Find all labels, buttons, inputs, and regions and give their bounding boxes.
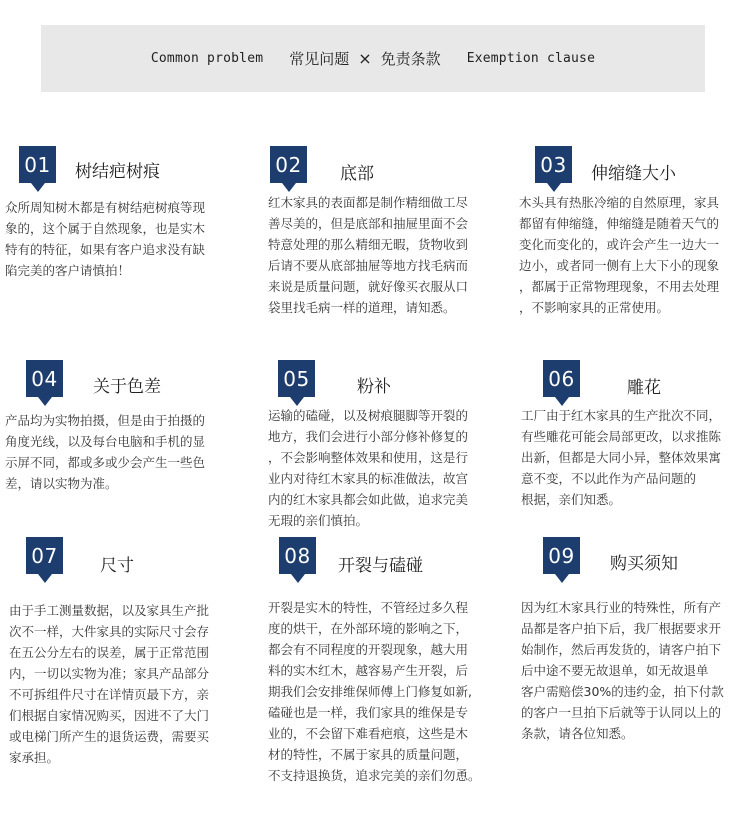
number-badge: 08 [279, 537, 316, 574]
desc-line: 来说是质量问题，就好像买衣服从口 [268, 279, 469, 294]
desc-line: 不支持退换货，追求完美的亲们勿恿。 [268, 768, 481, 783]
item-description [521, 405, 749, 510]
item-title: 关于色差 [93, 377, 161, 397]
number-badge: 09 [543, 537, 580, 574]
number-badge: 04 [26, 360, 63, 397]
desc-line: 料的实木红木，越容易产生开裂，后 [268, 663, 469, 678]
item-title: 伸缩缝大小 [591, 164, 676, 184]
number-badge: 05 [278, 360, 315, 397]
desc-line: 根据，亲们知悉。 [521, 492, 622, 507]
desc-line: 后中途不要无故退单，如无故退单 [521, 663, 709, 678]
desc-line: 产品均为实物拍摄，但是由于拍摄的 [5, 413, 206, 428]
item-description [268, 405, 508, 531]
desc-line: 特有的特征，如果有客户追求没有缺 [5, 242, 206, 257]
desc-line: 象的，这个属于自然现象，也是实木 [5, 221, 206, 236]
desc-line: 有些雕花可能会局部更改，以求推陈 [521, 429, 722, 444]
item-title: 开裂与磕碰 [338, 556, 423, 576]
item-title: 树结疤树痕 [75, 162, 160, 182]
desc-line: 众所周知树木都是有树结疤树痕等现 [5, 200, 206, 215]
item-title: 底部 [340, 164, 374, 184]
item-description [268, 192, 508, 318]
desc-line: 由于手工测量数据，以及家具生产批 [9, 603, 210, 618]
number-badge: 07 [26, 537, 63, 574]
number-badge: 06 [543, 360, 580, 397]
item-title: 雕花 [627, 378, 661, 398]
header-banner [41, 25, 705, 92]
item-description [268, 597, 510, 786]
desc-line: 袋里找毛病一样的道理，请知悉。 [268, 300, 456, 315]
desc-line: 磕碰也是一样，我们家具的维保是专 [268, 705, 469, 720]
item-description [521, 597, 749, 744]
banner-en-left: Common problem [150, 51, 264, 66]
desc-line: 差，请以实物为准。 [5, 476, 118, 491]
item-description [9, 600, 249, 768]
desc-line: ，都属于正常物理现象，不用去处理 [519, 279, 720, 294]
desc-line: 次不一样，大件家具的实际尺寸会存 [9, 624, 210, 639]
desc-line: 或电梯门所产生的退货运费，需要买 [9, 729, 210, 744]
desc-line: 内，一切以实物为准；家具产品部分 [9, 666, 210, 681]
desc-line: 善尽美的，但是底部和抽屉里面不会 [268, 216, 469, 231]
item-title: 粉补 [357, 377, 391, 397]
desc-line: 始制作，然后再发货的，请客户拍下 [521, 642, 722, 657]
desc-line: 业内对待红木家具的标准做法，故宫 [268, 471, 469, 486]
banner-en-right: Exemption clause [466, 51, 596, 66]
desc-line: 品都是客户拍下后，我厂根据要求开 [521, 621, 722, 636]
desc-line: 陷完美的客户请慎拍！ [5, 263, 131, 278]
number-badge: 01 [19, 146, 56, 183]
desc-line: 因为红木家具行业的特殊性，所有产 [521, 600, 722, 615]
desc-line: 木头具有热胀冷缩的自然原理，家具 [519, 195, 720, 210]
desc-line: 们根据自家情况购买，因进不了大门 [9, 708, 210, 723]
desc-line: 在五公分左右的误差，属于正常范围 [9, 645, 210, 660]
desc-line: ，不会影响整体效果和使用，这是行 [268, 450, 469, 465]
desc-line: 条款，请各位知悉。 [521, 726, 634, 741]
desc-line: 不可拆组件尺寸在详情页最下方，亲 [9, 687, 210, 702]
desc-line: 开裂是实木的特性，不管经过多久程 [268, 600, 469, 615]
desc-line: 客户需赔偿30%的违约金，拍下付款 [521, 684, 724, 699]
banner-cn-left: 常见问题 [289, 50, 350, 68]
item-title: 购买须知 [610, 554, 678, 574]
banner-separator: × [358, 49, 372, 68]
number-badge: 02 [270, 146, 307, 183]
desc-line: 工厂由于红木家具的生产批次不同， [521, 408, 722, 423]
desc-line: 角度光线，以及每台电脑和手机的显 [5, 434, 206, 449]
banner-cn-right: 免责条款 [380, 50, 441, 68]
item-description [519, 192, 749, 318]
desc-line: 都会有不同程度的开裂现象，越大用 [268, 642, 469, 657]
desc-line: 度的烘干，在外部环境的影响之下， [268, 621, 469, 636]
desc-line: 业的，不会留下难看疤痕，这些是木 [268, 726, 469, 741]
desc-line: 特意处理的那么精细无暇，货物收到 [268, 237, 469, 252]
desc-line: 家承担。 [9, 750, 60, 765]
desc-line: 的客户一旦拍下后就等于认同以上的 [521, 705, 722, 720]
desc-line: 示屏不同，都或多或少会产生一些色 [5, 455, 206, 470]
desc-line: 期我们会安排维保师傅上门修复如新, [268, 684, 472, 699]
item-description [5, 410, 245, 494]
desc-line: 都留有伸缩缝，伸缩缝是随着天气的 [519, 216, 720, 231]
item-description [5, 197, 245, 281]
desc-line: 运输的磕碰，以及树痕腿脚等开裂的 [268, 408, 469, 423]
desc-line: 后请不要从底部抽屉等地方找毛病而 [268, 258, 469, 273]
desc-line: ，不影响家具的正常使用。 [519, 300, 670, 315]
desc-line: 材的特性，不属于家具的质量问题， [268, 747, 469, 762]
item-title: 尺寸 [100, 556, 134, 576]
desc-line: 无瑕的亲们慎拍。 [268, 513, 369, 528]
desc-line: 地方，我们会进行小部分修补修复的 [268, 429, 469, 444]
desc-line: 边小，或者同一侧有上大下小的现象 [519, 258, 720, 273]
desc-line: 意不变，不以此作为产品问题的 [521, 471, 697, 486]
desc-line: 内的红木家具都会如此做，追求完美 [268, 492, 469, 507]
desc-line: 红木家具的表面都是制作精细做工尽 [268, 195, 469, 210]
desc-line: 出新，但都是大同小异，整体效果寓 [521, 450, 722, 465]
number-badge: 03 [535, 146, 572, 183]
desc-line: 变化而变化的，或许会产生一边大一 [519, 237, 720, 252]
